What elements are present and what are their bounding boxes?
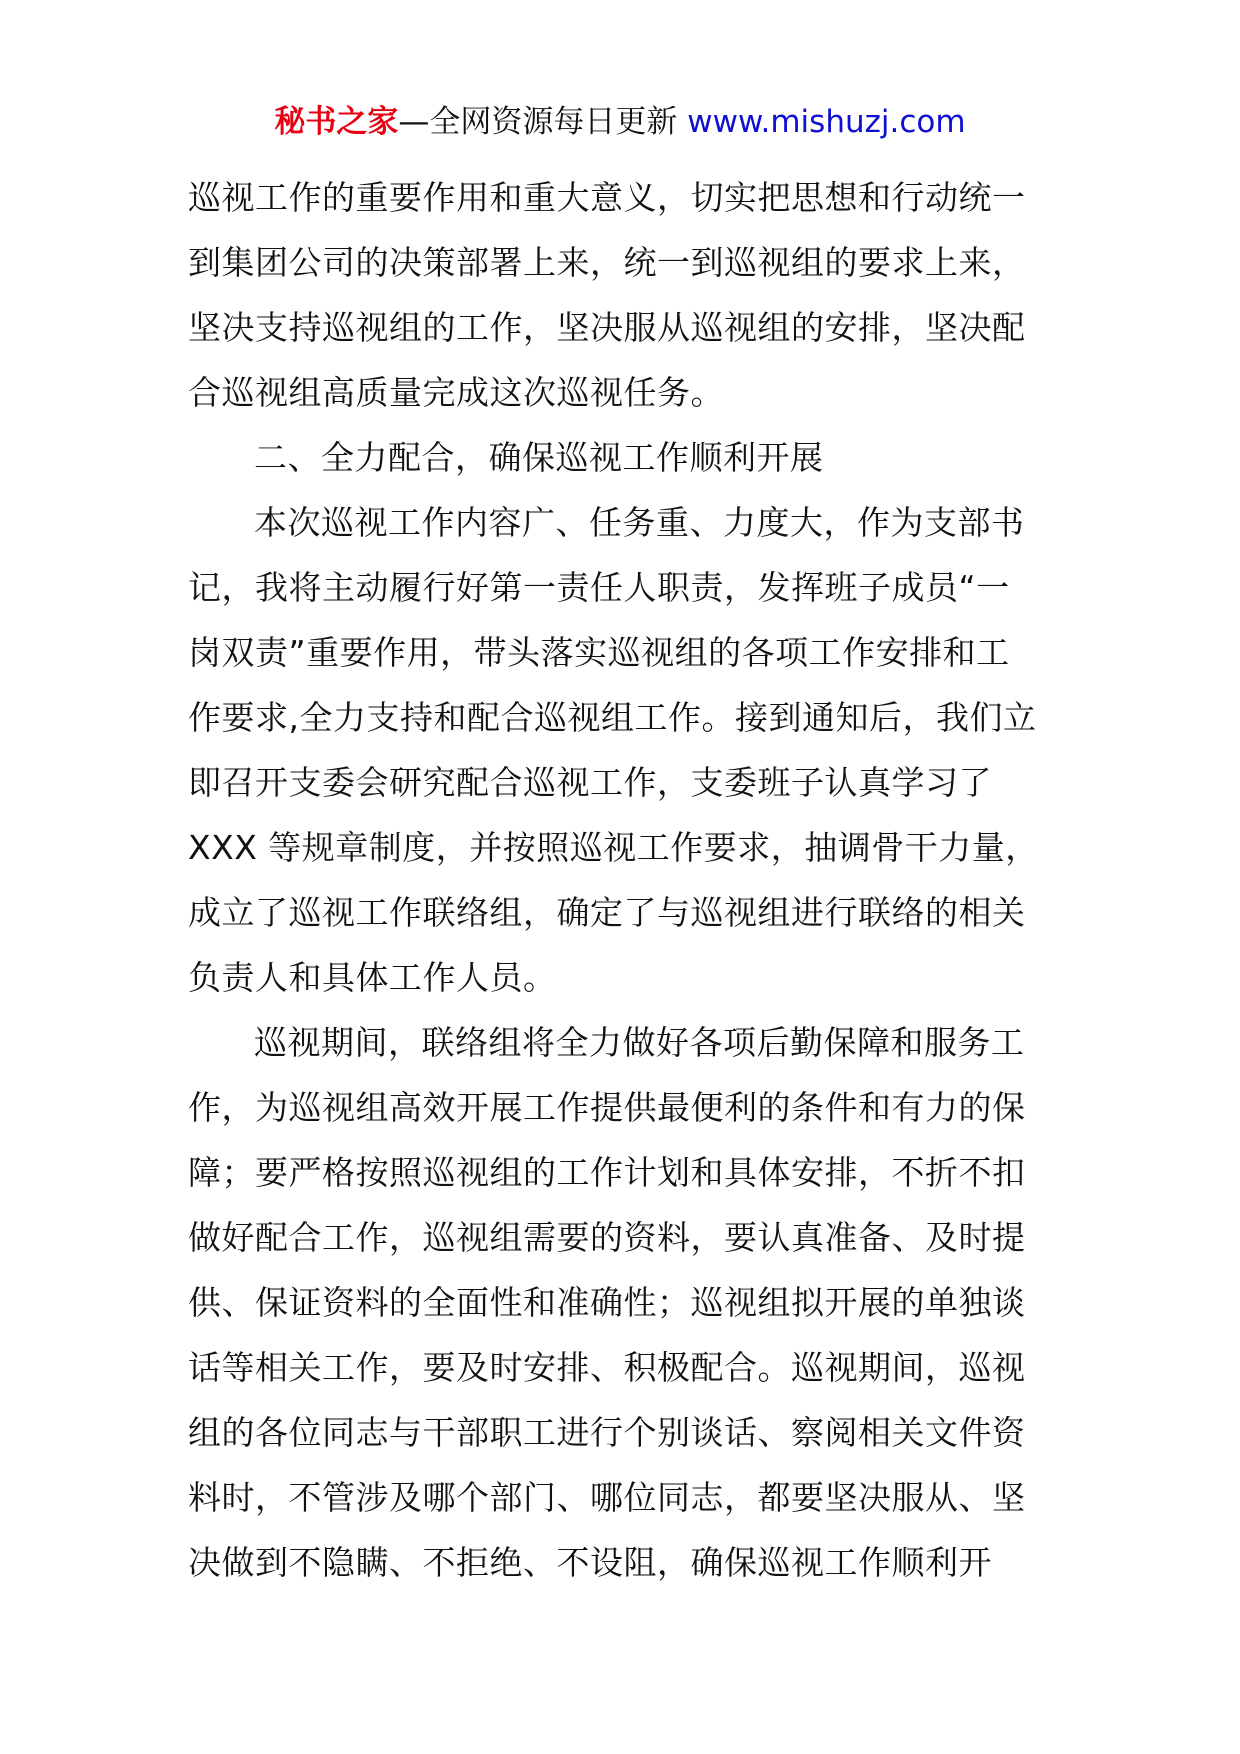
body-line: 障；要严格按照巡视组的工作计划和具体安排，不折不扣 xyxy=(188,1153,1026,1192)
body-line: 做好配合工作，巡视组需要的资料，要认真准备、及时提 xyxy=(188,1218,1026,1257)
page-header xyxy=(0,102,1240,142)
document-body xyxy=(188,165,1056,1595)
site-brand: 秘书之家 xyxy=(274,104,399,140)
site-url-link[interactable]: www.mishuzj.com xyxy=(687,104,966,140)
body-line: XXX 等规章制度，并按照巡视工作要求，抽调骨干力量， xyxy=(188,828,1039,867)
body-line: 成立了巡视工作联络组，确定了与巡视组进行联络的相关 xyxy=(188,893,1026,932)
body-line: 坚决支持巡视组的工作，坚决服从巡视组的安排，坚决配 xyxy=(188,308,1026,347)
body-line: 合巡视组高质量完成这次巡视任务。 xyxy=(188,373,724,412)
body-line: 组的各位同志与干部职工进行个别谈话、察阅相关文件资 xyxy=(188,1413,1026,1452)
site-tagline: —全网资源每日更新 xyxy=(398,104,688,140)
body-line: 记，我将主动履行好第一责任人职责，发挥班子成员“一 xyxy=(188,568,1010,607)
body-line: 巡视工作的重要作用和重大意义，切实把思想和行动统一 xyxy=(188,178,1026,217)
body-line: 负责人和具体工作人员。 xyxy=(188,958,557,997)
body-line: 决做到不隐瞒、不拒绝、不设阻，确保巡视工作顺利开 xyxy=(188,1543,992,1582)
body-line: 供、保证资料的全面性和准确性；巡视组拟开展的单独谈 xyxy=(188,1283,1026,1322)
body-line: 岗双责”重要作用，带头落实巡视组的各项工作安排和工 xyxy=(188,633,1010,672)
body-line: 本次巡视工作内容广、任务重、力度大，作为支部书 xyxy=(254,503,1025,542)
body-line: 即召开支委会研究配合巡视工作，支委班子认真学习了 xyxy=(188,763,992,802)
body-line: 作要求,全力支持和配合巡视组工作。接到通知后，我们立 xyxy=(188,698,1037,737)
body-line: 到集团公司的决策部署上来，统一到巡视组的要求上来， xyxy=(188,243,1026,282)
section-heading: 二、全力配合，确保巡视工作顺利开展 xyxy=(254,438,824,477)
body-line: 巡视期间，联络组将全力做好各项后勤保障和服务工 xyxy=(254,1023,1025,1062)
body-line: 作，为巡视组高效开展工作提供最便利的条件和有力的保 xyxy=(188,1088,1026,1127)
body-line: 料时，不管涉及哪个部门、哪位同志，都要坚决服从、坚 xyxy=(188,1478,1026,1517)
body-line: 话等相关工作，要及时安排、积极配合。巡视期间，巡视 xyxy=(188,1348,1026,1387)
